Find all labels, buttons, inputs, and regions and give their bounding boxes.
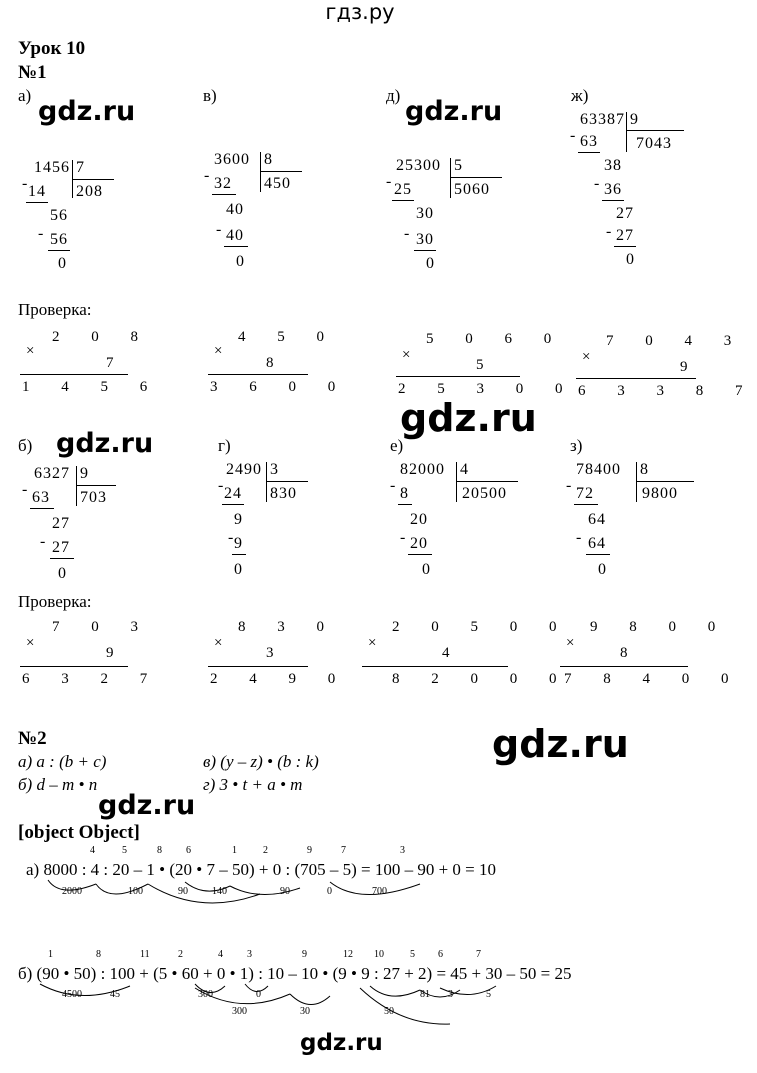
step: 72 — [576, 485, 594, 502]
quotient: 208 — [76, 183, 103, 200]
step: 8 — [400, 485, 409, 502]
factor: 7 — [106, 355, 128, 371]
intermediate-result: 0 — [327, 886, 332, 897]
factor: 5 0 6 0 — [426, 331, 566, 347]
order-number: 7 — [476, 949, 481, 960]
task-3-b-expression: б) (90 • 50) : 100 + (5 • 60 + 0 • 1) : 10 – 10 • (9 • 9 : 27 + 2) = 45 + 30 – 50 = 25 — [18, 964, 572, 983]
product: 6 3 2 7 — [22, 671, 162, 687]
step: 38 — [604, 157, 622, 174]
step: 36 — [604, 181, 622, 198]
dividend: 78400 — [576, 461, 621, 478]
order-number: 4 — [218, 949, 223, 960]
order-number: 8 — [157, 845, 162, 856]
label-e: е) — [390, 436, 404, 455]
factor: 8 3 0 — [238, 619, 338, 635]
division-zh: 63387 9 7043 - 63 38 - 36 27 - 27 0 — [570, 112, 700, 272]
quotient: 703 — [80, 489, 107, 506]
product: 3 6 0 0 — [210, 379, 350, 395]
step: 0 — [626, 251, 635, 268]
order-number: 3 — [247, 949, 252, 960]
divisor: 9 — [630, 111, 639, 128]
factor: 9 — [106, 645, 128, 661]
order-number: 8 — [96, 949, 101, 960]
order-number: 3 — [400, 845, 405, 856]
quotient: 20500 — [462, 485, 507, 502]
step: 27 — [52, 539, 70, 556]
check-d: × 5 0 6 0 5 2 5 3 0 0 — [398, 331, 577, 397]
factor: 3 — [266, 645, 288, 661]
order-number: 2 — [178, 949, 183, 960]
division-v: 3600 8 450 - 32 40 - 40 0 — [202, 152, 312, 272]
order-number: 2 — [263, 845, 268, 856]
check-label: Проверка: — [18, 300, 92, 319]
step: 40 — [226, 227, 244, 244]
step: 0 — [422, 561, 431, 578]
task-2-heading: №2 — [18, 728, 47, 749]
division-g: 2490 3 830 - 24 9 - 9 0 — [218, 462, 328, 582]
factor: 5 — [476, 357, 498, 373]
task-3-a-expression: а) 8000 : 4 : 20 – 1 • (20 • 7 – 50) + 0 : (705 – 5) = 100 – 90 + 0 = 10 — [26, 860, 497, 879]
step: 0 — [58, 565, 67, 582]
quotient: 9800 — [642, 485, 678, 502]
factor: 9 8 0 0 — [590, 619, 730, 635]
quotient: 5060 — [454, 181, 490, 198]
dividend: 82000 — [400, 461, 445, 478]
task-3-a-arcs — [0, 876, 720, 916]
divisor: 5 — [454, 157, 463, 174]
task-3-heading: [object Object] — [18, 822, 140, 843]
factor: 2 0 5 0 0 — [392, 619, 571, 635]
order-number: 12 — [343, 949, 353, 960]
divisor: 8 — [640, 461, 649, 478]
divisor: 8 — [264, 151, 273, 168]
step: 56 — [50, 207, 68, 224]
intermediate-result: 90 — [178, 886, 188, 897]
divisor: 4 — [460, 461, 469, 478]
division-a: 1456 7 208 - 14 56 - 56 0 — [22, 160, 132, 280]
check-e: × 2 0 5 0 0 4 8 2 0 0 0 — [362, 620, 512, 690]
watermark: gdz.ru — [400, 396, 537, 440]
watermark: gdz.ru — [300, 1030, 383, 1056]
factor: 8 — [620, 645, 642, 661]
label-d: д) — [386, 86, 401, 105]
check-b: × 7 0 3 9 6 3 2 7 — [22, 619, 162, 687]
intermediate-result: 300 — [232, 1006, 247, 1017]
intermediate-result: 700 — [372, 886, 387, 897]
product: 7 8 4 0 0 — [564, 671, 743, 687]
division-d: 25300 5 5060 - 25 30 - 30 0 — [386, 158, 516, 278]
step: 30 — [416, 231, 434, 248]
quotient: 830 — [270, 485, 297, 502]
intermediate-result: 100 — [128, 886, 143, 897]
step: 0 — [58, 255, 67, 272]
order-number: 1 — [48, 949, 53, 960]
order-number: 6 — [186, 845, 191, 856]
factor: 7 0 4 3 — [606, 333, 746, 349]
label-g: г) — [218, 436, 231, 455]
step: 30 — [416, 205, 434, 222]
factor: 2 0 8 — [52, 329, 152, 345]
dividend: 1456 — [34, 159, 70, 176]
intermediate-result: 2000 — [62, 886, 82, 897]
label-zh: ж) — [571, 86, 589, 105]
intermediate-result: 300 — [198, 989, 213, 1000]
watermark: gdz.ru — [405, 96, 503, 127]
step: 63 — [32, 489, 50, 506]
order-number: 5 — [122, 845, 127, 856]
order-number: 9 — [307, 845, 312, 856]
step: 0 — [598, 561, 607, 578]
product: 6 3 3 8 7 — [578, 383, 757, 399]
check-z: × 9 8 0 0 8 7 8 4 0 0 — [560, 620, 700, 690]
step: 27 — [616, 227, 634, 244]
intermediate-result: 81 — [420, 989, 430, 1000]
intermediate-result: 0 — [256, 989, 261, 1000]
intermediate-result: 5 — [486, 989, 491, 1000]
order-number: 1 — [232, 845, 237, 856]
divisor: 3 — [270, 461, 279, 478]
step: 63 — [580, 133, 598, 150]
quotient: 7043 — [636, 135, 672, 152]
step: 14 — [28, 183, 46, 200]
step: 64 — [588, 535, 606, 552]
step: 0 — [426, 255, 435, 272]
product: 1 4 5 6 — [22, 379, 162, 395]
quotient: 450 — [264, 175, 291, 192]
check-a: × 2 0 8 7 1 4 5 6 — [22, 329, 162, 395]
factor: 4 5 0 — [238, 329, 338, 345]
label-z: з) — [570, 436, 583, 455]
check-g: × 8 3 0 3 2 4 9 0 — [210, 619, 350, 687]
task-2-a: а) a : (b + c) — [18, 752, 107, 771]
label-a: а) — [18, 86, 32, 105]
step: 56 — [50, 231, 68, 248]
label-v: в) — [203, 86, 217, 105]
order-number: 4 — [90, 845, 95, 856]
divisor: 7 — [76, 159, 85, 176]
watermark: gdz.ru — [56, 428, 154, 459]
watermark: gdz.ru — [492, 722, 629, 766]
product: 2 5 3 0 0 — [398, 381, 577, 397]
factor: 9 — [680, 359, 702, 375]
factor: 7 0 3 — [52, 619, 152, 635]
order-number: 6 — [438, 949, 443, 960]
site-header: гдз.ру — [325, 0, 395, 24]
division-b: 6327 9 703 - 63 27 - 27 0 — [22, 466, 132, 586]
step: 27 — [52, 515, 70, 532]
intermediate-result: 90 — [280, 886, 290, 897]
dividend: 2490 — [226, 461, 262, 478]
intermediate-result: 30 — [300, 1006, 310, 1017]
task-2-g: г) 3 • t + a • m — [203, 775, 303, 794]
task-2-b: б) d – m • n — [18, 775, 98, 794]
step: 20 — [410, 535, 428, 552]
step: 20 — [410, 511, 428, 528]
task-1-heading: №1 — [18, 62, 47, 83]
intermediate-result: 50 — [384, 1006, 394, 1017]
label-b: б) — [18, 436, 33, 455]
step: 32 — [214, 175, 232, 192]
product: 8 2 0 0 0 — [392, 671, 571, 687]
step: 0 — [234, 561, 243, 578]
order-number: 7 — [341, 845, 346, 856]
dividend: 3600 — [214, 151, 250, 168]
divisor: 9 — [80, 465, 89, 482]
order-number: 9 — [302, 949, 307, 960]
intermediate-result: 45 — [110, 989, 120, 1000]
dividend: 6327 — [34, 465, 70, 482]
step: 9 — [234, 535, 243, 552]
order-number: 11 — [140, 949, 150, 960]
watermark: gdz.ru — [38, 96, 136, 127]
product: 2 4 9 0 — [210, 671, 350, 687]
step: 27 — [616, 205, 634, 222]
factor: 8 — [266, 355, 288, 371]
step: 40 — [226, 201, 244, 218]
check-label: Проверка: — [18, 592, 92, 611]
dividend: 63387 — [580, 111, 625, 128]
task-3-b-arcs — [0, 980, 720, 1030]
factor: 4 — [442, 645, 464, 661]
step: 64 — [588, 511, 606, 528]
check-v: × 4 5 0 8 3 6 0 0 — [210, 329, 350, 395]
order-number: 5 — [410, 949, 415, 960]
intermediate-result: 4500 — [62, 989, 82, 1000]
task-2-v: в) (y – z) • (b : k) — [203, 752, 319, 771]
step: 9 — [234, 511, 243, 528]
intermediate-result: 3 — [448, 989, 453, 1000]
division-z: 78400 8 9800 - 72 64 - 64 0 — [566, 462, 706, 582]
step: 24 — [224, 485, 242, 502]
step: 25 — [394, 181, 412, 198]
dividend: 25300 — [396, 157, 441, 174]
watermark: gdz.ru — [98, 790, 196, 821]
lesson-title: Урок 10 — [18, 38, 86, 59]
check-zh: × 7 0 4 3 9 6 3 3 8 7 — [578, 333, 757, 399]
division-e: 82000 4 20500 - 8 20 - 20 0 — [390, 462, 530, 582]
order-number: 10 — [374, 949, 384, 960]
intermediate-result: 140 — [212, 886, 227, 897]
step: 0 — [236, 253, 245, 270]
